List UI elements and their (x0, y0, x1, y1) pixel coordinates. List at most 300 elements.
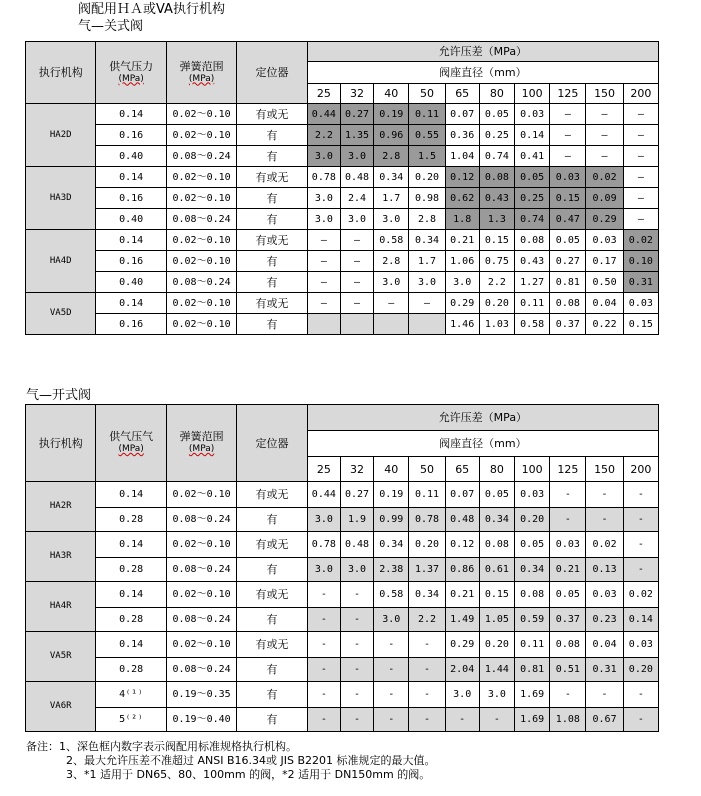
table-row (26, 708, 659, 732)
pressure-value-cell: 1.27 (515, 272, 550, 293)
pressure-value-cell: 0.04 (586, 293, 623, 314)
pressure-value-cell: 0.48 (340, 532, 373, 558)
pressure-value-cell: - (340, 658, 373, 682)
actuator-model: HA2D (26, 104, 96, 167)
pressure-value-cell: 1.37 (409, 558, 445, 582)
pressure-value-cell: - (623, 532, 658, 558)
positioner-cell: 有 (237, 682, 307, 708)
supply-pressure-cell: 0.14 (96, 293, 166, 314)
positioner-cell: 有 (237, 658, 307, 682)
spring-range-cell: 0.02～0.10 (166, 632, 236, 658)
supply-pressure-cell: 0.14 (96, 230, 166, 251)
positioner-cell: 有 (237, 314, 307, 335)
positioner-cell: 有 (237, 558, 307, 582)
pressure-value-cell: 0.59 (515, 608, 550, 632)
pressure-value-cell: 0.55 (409, 125, 445, 146)
diameter-header: 65 (445, 84, 479, 104)
pressure-value-cell: 0.02 (623, 582, 658, 608)
pressure-value-cell: 0.34 (409, 582, 445, 608)
spring-range-cell: 0.08～0.24 (166, 272, 236, 293)
positioner-cell: 有或无 (237, 293, 307, 314)
pressure-value-cell: — (307, 293, 340, 314)
pressure-value-cell: 3.0 (445, 272, 479, 293)
table-row (26, 272, 659, 293)
pressure-value-cell: 0.96 (374, 125, 409, 146)
pressure-value-cell: 0.15 (550, 188, 586, 209)
pressure-value-cell: 0.22 (586, 314, 623, 335)
table2-title: 气—开式阀 (26, 388, 92, 403)
pressure-value-cell: — (340, 272, 373, 293)
spring-range-cell: 0.02～0.10 (166, 125, 236, 146)
col-header-supply-pressure (96, 42, 166, 104)
pressure-value-cell: - (340, 632, 373, 658)
pressure-value-cell: 3.0 (307, 558, 340, 582)
diameter-header: 50 (409, 84, 445, 104)
pressure-value-cell: — (550, 146, 586, 167)
pressure-value-cell: - (340, 682, 373, 708)
pressure-value-cell: - (307, 582, 340, 608)
pressure-value-cell: 0.34 (374, 532, 409, 558)
supply-pressure-cell: 0.14 (96, 167, 166, 188)
pressure-value-cell: 0.03 (586, 230, 623, 251)
pressure-value-cell: — (586, 104, 623, 125)
pressure-value-cell: 0.34 (374, 167, 409, 188)
pressure-value-cell: 0.67 (586, 708, 623, 732)
pressure-value-cell: 0.74 (515, 209, 550, 230)
pressure-value-cell: 2.8 (374, 146, 409, 167)
table-row (26, 582, 659, 608)
actuator-model: HA3R (26, 532, 96, 582)
pressure-value-cell: - (586, 508, 623, 532)
pressure-value-cell: — (623, 125, 658, 146)
pressure-value-cell: - (623, 708, 658, 732)
actuator-model: HA3D (26, 167, 96, 230)
pressure-value-cell: 0.02 (586, 167, 623, 188)
spring-range-cell: 0.02～0.10 (166, 167, 236, 188)
spring-range-cell: 0.19～0.40 (166, 708, 236, 732)
spring-range-label: 弹簧范围 (179, 430, 224, 443)
col-header-supply-pressure (96, 405, 166, 482)
col-header-seat-dia: 阀座直径（mm） (307, 62, 658, 84)
pressure-value-cell: 1.49 (445, 608, 479, 632)
table-row (26, 682, 659, 708)
diameter-header: 200 (623, 457, 658, 482)
pressure-value-cell: 0.29 (445, 293, 479, 314)
table-row (26, 209, 659, 230)
pressure-value-cell: 3.0 (374, 608, 409, 632)
diameter-header: 32 (340, 457, 373, 482)
close-type-valve-table (25, 41, 659, 335)
supply-pressure-cell: 0.14 (96, 582, 166, 608)
pressure-value-cell: - (586, 482, 623, 508)
page-heading: 阀配用ＨＡ或VA执行机构 (78, 2, 225, 17)
pressure-value-cell: - (586, 682, 623, 708)
spring-range-cell: 0.02～0.10 (166, 532, 236, 558)
pressure-value-cell: 0.17 (586, 251, 623, 272)
pressure-value-cell: 0.07 (445, 482, 479, 508)
pressure-value-cell: 2.8 (374, 251, 409, 272)
table1-title: 气—关式阀 (78, 19, 144, 34)
pressure-value-cell: — (340, 293, 373, 314)
pressure-value-cell: 3.0 (307, 508, 340, 532)
pressure-value-cell: - (409, 658, 445, 682)
pressure-value-cell: 3.0 (409, 272, 445, 293)
pressure-value-cell: 2.8 (409, 209, 445, 230)
table-row (26, 532, 659, 558)
positioner-cell: 有或无 (237, 230, 307, 251)
supply-pressure-cell: 5⁽²⁾ (96, 708, 166, 732)
pressure-value-cell: 0.07 (445, 104, 479, 125)
spring-range-cell: 0.08～0.24 (166, 209, 236, 230)
pressure-value-cell: 3.0 (445, 682, 479, 708)
pressure-value-cell: 0.10 (623, 251, 658, 272)
col-header-spring-range (166, 405, 236, 482)
pressure-value-cell: 0.21 (550, 558, 586, 582)
pressure-value-cell: 1.05 (479, 608, 514, 632)
pressure-value-cell: 0.48 (340, 167, 373, 188)
diameter-header: 25 (307, 84, 340, 104)
supply-pressure-cell: 4⁽¹⁾ (96, 682, 166, 708)
pressure-value-cell: — (623, 146, 658, 167)
pressure-value-cell: 0.05 (479, 104, 514, 125)
table-row (26, 314, 659, 335)
pressure-value-cell: 0.41 (515, 146, 550, 167)
pressure-value-cell: 0.08 (515, 582, 550, 608)
pressure-value-cell: 2.2 (479, 272, 514, 293)
pressure-value-cell: 2.2 (307, 125, 340, 146)
pressure-value-cell: — (340, 230, 373, 251)
pressure-value-cell: 0.09 (586, 188, 623, 209)
pressure-value-cell: 0.19 (374, 482, 409, 508)
table-row (26, 104, 659, 125)
supply-pressure-cell: 0.14 (96, 632, 166, 658)
pressure-value-cell: - (340, 708, 373, 732)
pressure-value-cell: 0.31 (623, 272, 658, 293)
supply-pressure-cell: 0.16 (96, 251, 166, 272)
pressure-value-cell: — (340, 251, 373, 272)
pressure-value-cell: 1.8 (445, 209, 479, 230)
pressure-value-cell: 1.9 (340, 508, 373, 532)
pressure-value-cell: 0.05 (479, 482, 514, 508)
pressure-value-cell: 0.98 (409, 188, 445, 209)
diameter-header: 65 (445, 457, 479, 482)
pressure-value-cell: 0.47 (550, 209, 586, 230)
actuator-model: VA5D (26, 293, 96, 335)
table-row (26, 146, 659, 167)
pressure-value-cell: 0.44 (307, 104, 340, 125)
pressure-value-cell: - (409, 682, 445, 708)
table-row (26, 293, 659, 314)
pressure-value-cell: - (340, 582, 373, 608)
pressure-value-cell: 2.38 (374, 558, 409, 582)
table-row (26, 658, 659, 682)
open-type-valve-table (25, 404, 659, 732)
supply-pressure-cell: 0.40 (96, 146, 166, 167)
pressure-value-cell: 0.11 (515, 632, 550, 658)
table-row (26, 167, 659, 188)
pressure-value-cell: 0.04 (586, 632, 623, 658)
diameter-header: 40 (374, 457, 409, 482)
spring-range-unit: (MPa) (188, 73, 215, 84)
pressure-value-cell: 1.06 (445, 251, 479, 272)
pressure-value-cell: 0.27 (340, 482, 373, 508)
pressure-value-cell: — (623, 209, 658, 230)
pressure-value-cell: — (586, 146, 623, 167)
note-2: 2、最大允许压差不准超过 ANSI B16.34或 JIS B2201 标准规定的最大值。 (66, 754, 436, 767)
spring-range-cell: 0.02～0.10 (166, 314, 236, 335)
spring-range-cell: 0.08～0.24 (166, 508, 236, 532)
pressure-value-cell: - (307, 658, 340, 682)
pressure-value-cell: 0.02 (623, 230, 658, 251)
pressure-value-cell: 3.0 (340, 209, 373, 230)
pressure-value-cell: 0.20 (409, 532, 445, 558)
pressure-value-cell: 0.03 (515, 482, 550, 508)
spring-range-unit: (MPa) (188, 444, 215, 454)
diameter-header: 100 (515, 84, 550, 104)
supply-pressure-cell: 0.28 (96, 608, 166, 632)
pressure-value-cell: 0.13 (586, 558, 623, 582)
spring-range-cell: 0.02～0.10 (166, 482, 236, 508)
pressure-value-cell: 0.08 (550, 293, 586, 314)
positioner-cell: 有或无 (237, 482, 307, 508)
note-1: 1、深色框内数字表示阀配用标准规格执行机构。 (59, 740, 297, 753)
pressure-value-cell: 0.34 (479, 508, 514, 532)
pressure-value-cell: 2.2 (409, 608, 445, 632)
pressure-value-cell: 0.58 (515, 314, 550, 335)
pressure-value-cell: 0.11 (515, 293, 550, 314)
diameter-header: 150 (586, 84, 623, 104)
positioner-cell: 有 (237, 272, 307, 293)
pressure-value-cell: - (623, 682, 658, 708)
pressure-value-cell: 0.25 (479, 125, 514, 146)
pressure-value-cell (409, 314, 445, 335)
pressure-value-cell: 0.74 (479, 146, 514, 167)
spring-range-cell: 0.02～0.10 (166, 293, 236, 314)
diameter-header: 125 (550, 457, 586, 482)
spring-range-cell: 0.08～0.24 (166, 608, 236, 632)
col-header-seat-dia: 阀座直径（mm） (307, 431, 658, 457)
actuator-model: HA4R (26, 582, 96, 632)
positioner-cell: 有 (237, 708, 307, 732)
supply-pressure-cell: 0.14 (96, 532, 166, 558)
pressure-value-cell: 3.0 (374, 272, 409, 293)
supply-pressure-cell: 0.40 (96, 209, 166, 230)
pressure-value-cell (340, 314, 373, 335)
pressure-value-cell: - (374, 682, 409, 708)
pressure-value-cell: 0.03 (515, 104, 550, 125)
diameter-header: 40 (374, 84, 409, 104)
spring-range-cell: 0.19～0.35 (166, 682, 236, 708)
pressure-value-cell: 0.11 (409, 104, 445, 125)
pressure-value-cell: 1.7 (374, 188, 409, 209)
pressure-value-cell: 0.34 (409, 230, 445, 251)
pressure-value-cell: 1.04 (445, 146, 479, 167)
table-row (26, 230, 659, 251)
pressure-value-cell: 0.08 (550, 632, 586, 658)
diameter-header: 150 (586, 457, 623, 482)
pressure-value-cell: 0.15 (623, 314, 658, 335)
supply-pressure-cell: 0.14 (96, 104, 166, 125)
positioner-cell: 有或无 (237, 104, 307, 125)
supply-pressure-cell: 0.16 (96, 188, 166, 209)
positioner-cell: 有 (237, 508, 307, 532)
pressure-value-cell: 0.03 (550, 532, 586, 558)
col-header-allow-dp: 允许压差（MPa） (307, 405, 658, 431)
spring-range-cell: 0.02～0.10 (166, 251, 236, 272)
positioner-cell: 有 (237, 251, 307, 272)
diameter-header: 32 (340, 84, 373, 104)
diameter-header: 25 (307, 457, 340, 482)
pressure-value-cell: 0.44 (307, 482, 340, 508)
pressure-value-cell: — (550, 104, 586, 125)
supply-pressure-cell: 0.40 (96, 272, 166, 293)
pressure-value-cell: 1.08 (550, 708, 586, 732)
supply-pressure-unit: (MPa) (118, 73, 144, 84)
pressure-value-cell: 0.23 (586, 608, 623, 632)
notes-label: 备注： (26, 740, 59, 753)
actuator-model: VA6R (26, 682, 96, 732)
table-row (26, 632, 659, 658)
pressure-value-cell: 3.0 (307, 146, 340, 167)
pressure-value-cell: 3.0 (307, 209, 340, 230)
pressure-value-cell: 0.15 (479, 582, 514, 608)
pressure-value-cell: - (445, 708, 479, 732)
pressure-value-cell: 0.12 (445, 532, 479, 558)
pressure-value-cell: 0.37 (550, 314, 586, 335)
spring-range-cell: 0.02～0.10 (166, 188, 236, 209)
pressure-value-cell: 0.05 (550, 582, 586, 608)
note-3: 3、*1 适用于 DN65、80、100mm 的阀，*2 适用于 DN150mm 的阀。 (66, 768, 431, 781)
col-header-actuator: 执行机构 (26, 42, 96, 104)
positioner-cell: 有或无 (237, 167, 307, 188)
pressure-value-cell: 1.69 (515, 682, 550, 708)
actuator-model: VA5R (26, 632, 96, 682)
positioner-cell: 有 (237, 188, 307, 209)
table-row (26, 508, 659, 532)
pressure-value-cell: 1.44 (479, 658, 514, 682)
pressure-value-cell: 0.15 (479, 230, 514, 251)
table-row (26, 125, 659, 146)
pressure-value-cell: 0.31 (586, 658, 623, 682)
diameter-header: 80 (479, 84, 514, 104)
pressure-value-cell: 2.04 (445, 658, 479, 682)
pressure-value-cell: 3.0 (340, 146, 373, 167)
pressure-value-cell: 0.51 (550, 658, 586, 682)
col-header-actuator: 执行机构 (26, 405, 96, 482)
positioner-cell: 有 (237, 146, 307, 167)
pressure-value-cell: 0.27 (550, 251, 586, 272)
pressure-value-cell: 1.03 (479, 314, 514, 335)
pressure-value-cell: 1.7 (409, 251, 445, 272)
spring-range-label: 弹簧范围 (179, 59, 224, 73)
pressure-value-cell: — (307, 272, 340, 293)
col-header-allow-dp: 允许压差（MPa） (307, 42, 658, 62)
pressure-value-cell: 0.61 (479, 558, 514, 582)
pressure-value-cell: 0.19 (374, 104, 409, 125)
diameter-header: 80 (479, 457, 514, 482)
pressure-value-cell: 0.58 (374, 582, 409, 608)
pressure-value-cell: 0.05 (550, 230, 586, 251)
pressure-value-cell: - (307, 682, 340, 708)
pressure-value-cell: 0.78 (409, 508, 445, 532)
pressure-value-cell: 0.21 (445, 230, 479, 251)
pressure-value-cell: 0.48 (445, 508, 479, 532)
diameter-header: 125 (550, 84, 586, 104)
pressure-value-cell: - (374, 658, 409, 682)
pressure-value-cell: 0.78 (307, 532, 340, 558)
supply-pressure-cell: 0.16 (96, 314, 166, 335)
table-row (26, 188, 659, 209)
pressure-value-cell: — (623, 188, 658, 209)
pressure-value-cell: 0.21 (445, 582, 479, 608)
pressure-value-cell: 0.08 (515, 230, 550, 251)
spring-range-cell: 0.02～0.10 (166, 582, 236, 608)
pressure-value-cell: 3.0 (340, 558, 373, 582)
spring-range-cell: 0.08～0.24 (166, 658, 236, 682)
table-row (26, 482, 659, 508)
pressure-value-cell: — (307, 230, 340, 251)
pressure-value-cell: 0.25 (515, 188, 550, 209)
positioner-cell: 有 (237, 125, 307, 146)
pressure-value-cell: 0.81 (550, 272, 586, 293)
pressure-value-cell: 0.27 (340, 104, 373, 125)
pressure-value-cell: - (550, 682, 586, 708)
pressure-value-cell: 0.08 (479, 532, 514, 558)
pressure-value-cell: 0.36 (445, 125, 479, 146)
pressure-value-cell: - (307, 708, 340, 732)
supply-pressure-cell: 0.28 (96, 558, 166, 582)
table-row (26, 608, 659, 632)
pressure-value-cell: - (409, 632, 445, 658)
pressure-value-cell: 0.20 (623, 658, 658, 682)
pressure-value-cell: - (623, 558, 658, 582)
diameter-header: 50 (409, 457, 445, 482)
pressure-value-cell: - (409, 708, 445, 732)
pressure-value-cell: - (623, 508, 658, 532)
pressure-value-cell: 0.11 (409, 482, 445, 508)
spring-range-cell: 0.08～0.24 (166, 146, 236, 167)
pressure-value-cell: - (550, 508, 586, 532)
pressure-value-cell: 0.43 (515, 251, 550, 272)
pressure-value-cell: 3.0 (479, 682, 514, 708)
pressure-value-cell: 0.78 (307, 167, 340, 188)
supply-pressure-unit: (MPa) (118, 444, 144, 454)
pressure-value-cell: 1.69 (515, 708, 550, 732)
pressure-value-cell: 1.5 (409, 146, 445, 167)
pressure-value-cell: 0.05 (515, 532, 550, 558)
pressure-value-cell: 1.3 (479, 209, 514, 230)
pressure-value-cell: 1.46 (445, 314, 479, 335)
positioner-cell: 有或无 (237, 632, 307, 658)
pressure-value-cell: 0.50 (586, 272, 623, 293)
pressure-value-cell: - (307, 608, 340, 632)
pressure-value-cell: 0.20 (479, 632, 514, 658)
pressure-value-cell: 0.75 (479, 251, 514, 272)
pressure-value-cell: 0.29 (586, 209, 623, 230)
positioner-cell: 有或无 (237, 532, 307, 558)
pressure-value-cell: 0.12 (445, 167, 479, 188)
diameter-header: 200 (623, 84, 658, 104)
pressure-value-cell: — (374, 293, 409, 314)
pressure-value-cell: 0.03 (550, 167, 586, 188)
pressure-value-cell: — (623, 167, 658, 188)
actuator-model: HA4D (26, 230, 96, 293)
pressure-value-cell: 1.35 (340, 125, 373, 146)
pressure-value-cell: — (623, 104, 658, 125)
spring-range-cell: 0.08～0.24 (166, 558, 236, 582)
supply-pressure-cell: 0.16 (96, 125, 166, 146)
pressure-value-cell: 0.81 (515, 658, 550, 682)
